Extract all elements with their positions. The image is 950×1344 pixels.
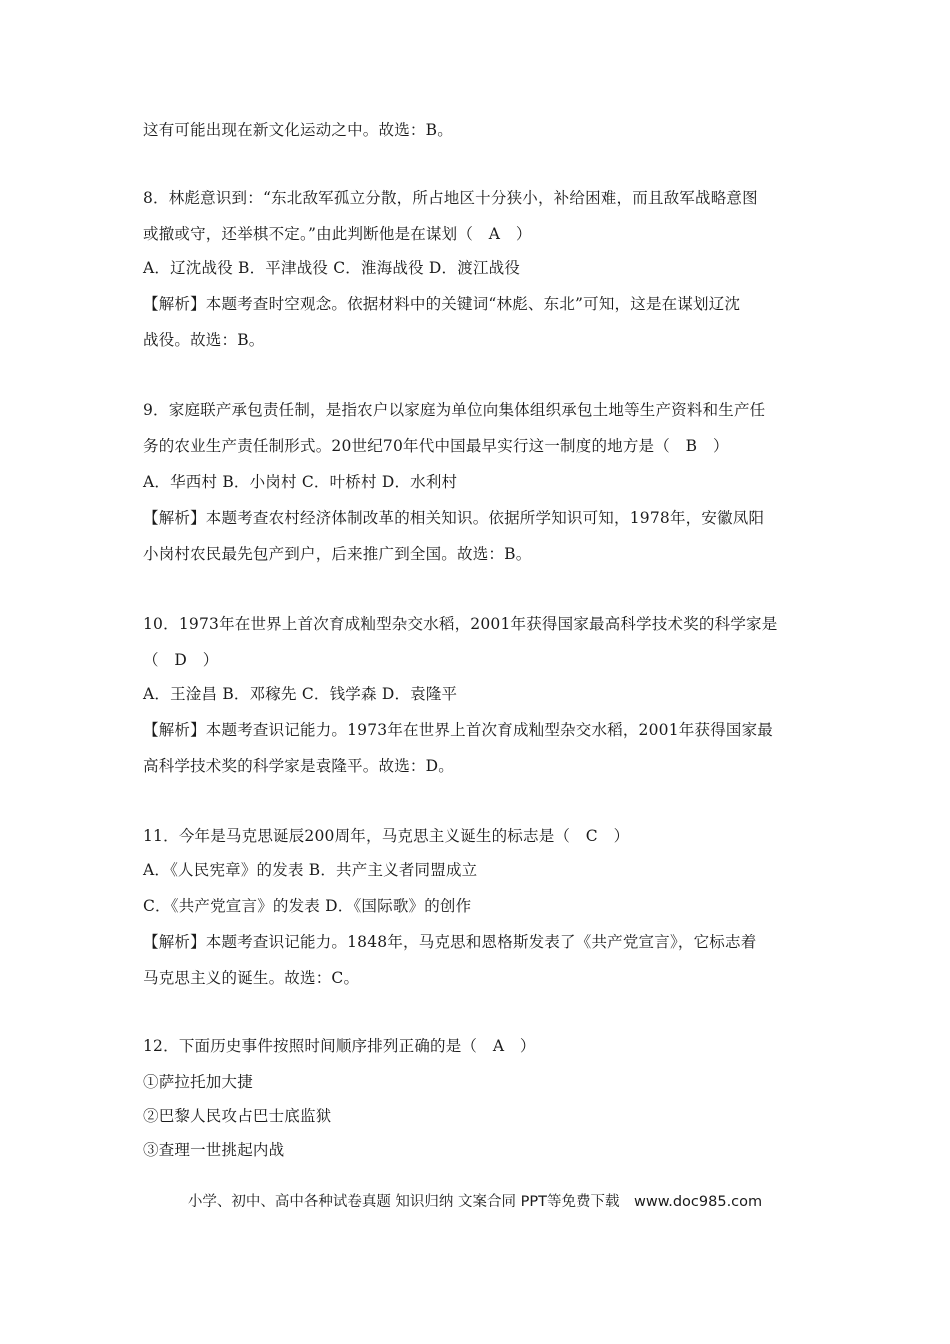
question-11-analysis: 【解析】本题考查识记能力。1848年，马克思和恩格斯发表了《共产党宣言》，它标志着 — [143, 933, 757, 951]
text-line: 这有可能出现在新文化运动之中。故选：B。 — [143, 121, 453, 139]
question-11-stem: 11．今年是马克思诞辰200周年，马克思主义诞生的标志是（ C ） — [143, 827, 630, 845]
question-10-stem: （ D ） — [143, 651, 219, 669]
question-8-analysis: 战役。故选：B。 — [143, 331, 265, 349]
question-11-options: A．《人民宪章》的发表 B．共产主义者同盟成立 — [143, 861, 478, 879]
question-12-item: ③查理一世挑起内战 — [143, 1141, 285, 1159]
question-12-item: ②巴黎人民攻占巴士底监狱 — [143, 1107, 332, 1125]
question-10-analysis: 高科学技术奖的科学家是袁隆平。故选：D。 — [143, 757, 454, 775]
question-8-stem: 8．林彪意识到：“东北敌军孤立分散，所占地区十分狭小，补给困难，而且敌军战略意图 — [143, 189, 758, 207]
question-8-stem: 或撤或守，还举棋不定。”由此判断他是在谋划（ A ） — [143, 225, 532, 243]
question-12-item: ①萨拉托加大捷 — [143, 1073, 253, 1091]
page-footer: 小学、初中、高中各种试卷真题 知识归纳 文案合同 PPT等免费下载 www.doc985.com — [187, 1194, 763, 1210]
question-11-analysis: 马克思主义的诞生。故选：C。 — [143, 969, 360, 987]
question-9-analysis: 【解析】本题考查农村经济体制改革的相关知识。依据所学知识可知，1978年，安徽凤阳 — [143, 509, 765, 527]
question-8-analysis: 【解析】本题考查时空观念。依据材料中的关键词“林彪、东北”可知，这是在谋划辽沈 — [143, 295, 741, 313]
question-9-options: A．华西村 B．小岗村 C．叶桥村 D．水利村 — [143, 473, 458, 491]
question-9-stem: 务的农业生产责任制形式。20世纪70年代中国最早实行这一制度的地方是（ B ） — [143, 437, 729, 455]
question-10-analysis: 【解析】本题考查识记能力。1973年在世界上首次育成籼型杂交水稻，2001年获得国家最 — [143, 721, 773, 739]
question-11-options: C．《共产党宣言》的发表 D．《国际歌》的创作 — [143, 897, 472, 915]
question-12-stem: 12．下面历史事件按照时间顺序排列正确的是（ A ） — [143, 1037, 536, 1055]
question-8-options: A．辽沈战役 B．平津战役 C．淮海战役 D．渡江战役 — [143, 259, 521, 277]
question-9-stem: 9．家庭联产承包责任制，是指农户以家庭为单位向集体组织承包土地等生产资料和生产任 — [143, 401, 766, 419]
question-9-analysis: 小岗村农民最先包产到户，后来推广到全国。故选：B。 — [143, 545, 532, 563]
question-10-stem: 10．1973年在世界上首次育成籼型杂交水稻，2001年获得国家最高科学技术奖的科学家是 — [143, 615, 778, 633]
question-10-options: A．王淦昌 B．邓稼先 C．钱学森 D．袁隆平 — [143, 685, 458, 703]
